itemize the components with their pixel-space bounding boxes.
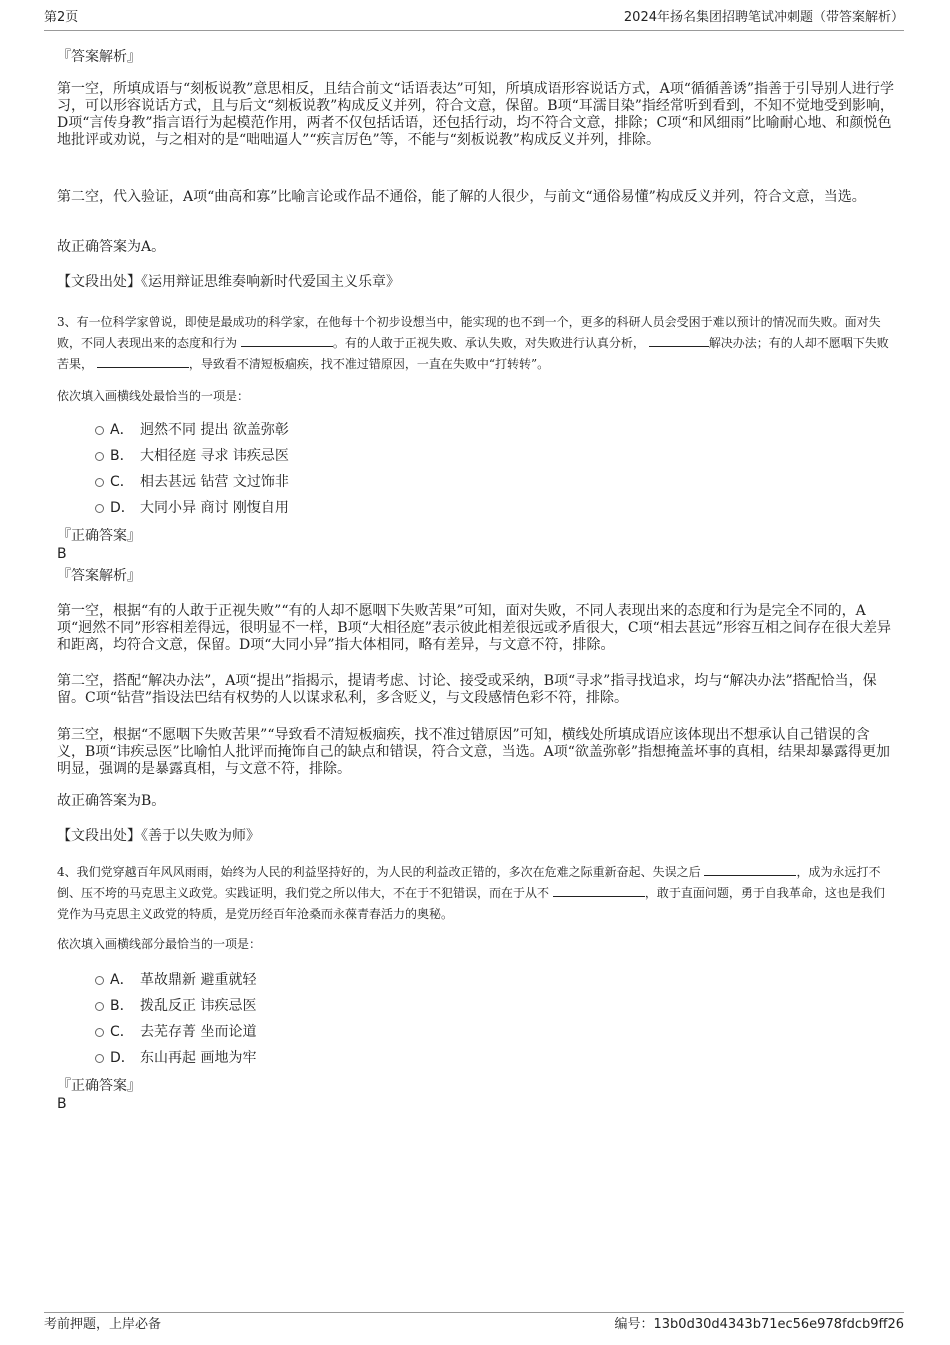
q2-analysis-label: 『答案解析』 bbox=[57, 49, 141, 65]
page-footer bbox=[44, 1312, 904, 1337]
q4-stem-part3: ，敢于直面问题，勇于自我革命，这也是我们党作为马克思主义政党的特质，是党历经百年沧桑而永葆青春活力的奥秘。 bbox=[57, 886, 885, 921]
option-text: 去芜存菁 坐而论道 bbox=[140, 1024, 257, 1040]
radio-icon[interactable] bbox=[95, 1028, 104, 1037]
footer-slogan: 考前押题，上岸必备 bbox=[44, 1317, 162, 1332]
q3-answer-label: 『正确答案』 bbox=[57, 528, 141, 544]
radio-icon[interactable] bbox=[95, 452, 104, 461]
q2-analysis-para2: 第二空，代入验证，A项“曲高和寡”比喻言论或作品不通俗，能了解的人很少，与前文“通俗易懂”构成反义并列，符合文意，当选。 bbox=[57, 189, 866, 205]
option-text: 相去甚远 钻营 文过饰非 bbox=[140, 474, 289, 490]
q3-source-label: 【文段出处】 bbox=[57, 828, 141, 844]
page-header bbox=[44, 8, 904, 31]
q3-option-d[interactable] bbox=[95, 500, 289, 520]
option-text: 拨乱反正 讳疾忌医 bbox=[140, 998, 257, 1014]
radio-icon[interactable] bbox=[95, 1054, 104, 1063]
q3-analysis-para2: 第二空，搭配“解决办法”，A项“提出”指揭示，提请考虑、讨论、接受或采纳，B项“寻求”指寻找追求，均与“解决办法”搭配恰当，保留。C项“钻营”指设法巴结有权势的人以谋求私利，多含贬义，与文段感情色彩不符，排除。 bbox=[57, 673, 877, 706]
q3-prompt: 依次填入画横线处最恰当的一项是： bbox=[57, 389, 250, 403]
option-label: D． bbox=[110, 500, 135, 516]
q4-stem bbox=[57, 862, 895, 925]
q3-source-title: 《善于以失败为师》 bbox=[141, 828, 260, 844]
radio-icon[interactable] bbox=[95, 426, 104, 435]
q3-stem-part3: 解决办法；有的人却不愿咽下失败苦果， bbox=[57, 336, 889, 371]
q3-blank-2 bbox=[649, 334, 709, 347]
q3-stem-part1: 3、有一位科学家曾说，即使是最成功的科学家，在他每十个初步设想当中，能实现的也不到一个，更多的科研人员会受困于难以预计的情况而失败。面对失败，不同人表现出来的态度和行为 bbox=[57, 315, 881, 350]
option-label: A． bbox=[110, 972, 134, 988]
q3-option-a[interactable] bbox=[95, 422, 289, 442]
q3-option-b[interactable] bbox=[95, 448, 289, 468]
q2-source-title: 《运用辩证思维奏响新时代爱国主义乐章》 bbox=[141, 274, 400, 290]
option-label: C． bbox=[110, 1024, 134, 1040]
q4-stem-part2: ，成为永远打不倒、压不垮的马克思主义政党。实践证明，我们党之所以伟大，不在于不犯错误，而在于从不 bbox=[57, 865, 881, 900]
q2-conclusion: 故正确答案为A。 bbox=[57, 239, 166, 255]
q4-answer-label: 『正确答案』 bbox=[57, 1078, 141, 1094]
q4-option-a[interactable] bbox=[95, 972, 256, 992]
q2-analysis-para1: 第一空，所填成语与“刻板说教”意思相反，且结合前文“话语表达”可知，所填成语形容说话方式，A项“循循善诱”指善于引导别人进行学习，可以形容说话方式，且与后文“刻板说教”构成反义并列，符合文意，保留。B项“耳濡目染”指经常听到看到，不知不觉地受到影响，D项“言传身教”指言语行为起模范作用，两者不仅包括话语，还包括行动，均不符合文意，排除；C项“和风细雨”比喻耐心地、和颜悦色地批评或劝说，与之相对的是“咄咄逼人”“疾言厉色”等，不能与“刻板说教”构成反义并列，排除。 bbox=[57, 81, 895, 148]
q3-answer: B bbox=[57, 546, 67, 562]
q3-option-c[interactable] bbox=[95, 474, 289, 494]
q3-analysis-para3: 第三空，根据“不愿咽下失败苦果”“导致看不清短板痼疾，找不准过错原因”可知，横线处所填成语应该体现出不想承认自己错误的含义，B项“讳疾忌医”比喻怕人批评而掩饰自己的缺点和错误，符合文意，当选。A项“欲盖弥彰”指想掩盖坏事的真相，结果却暴露得更加明显，强调的是暴露真相，与文意不符，排除。 bbox=[57, 727, 891, 777]
q3-stem-part4: ，导致看不清短板痼疾，找不准过错原因，一直在失败中“打转转”。 bbox=[188, 357, 550, 371]
q3-stem-part2: 。有的人敢于正视失败、承认失败，对失败进行认真分析， bbox=[332, 336, 645, 350]
option-text: 革故鼎新 避重就轻 bbox=[140, 972, 257, 988]
q4-option-b[interactable] bbox=[95, 998, 256, 1018]
option-text: 大同小异 商讨 刚愎自用 bbox=[140, 500, 289, 516]
q3-blank-3 bbox=[97, 355, 189, 368]
radio-icon[interactable] bbox=[95, 504, 104, 513]
option-text: 迥然不同 提出 欲盖弥彰 bbox=[140, 422, 289, 438]
option-label: C． bbox=[110, 474, 134, 490]
q4-option-c[interactable] bbox=[95, 1024, 256, 1044]
q2-source-label: 【文段出处】 bbox=[57, 274, 141, 290]
q3-blank-1 bbox=[241, 334, 333, 347]
radio-icon[interactable] bbox=[95, 478, 104, 487]
q4-prompt: 依次填入画横线部分最恰当的一项是： bbox=[57, 937, 262, 951]
q4-blank-1 bbox=[704, 863, 796, 876]
q4-answer: B bbox=[57, 1096, 67, 1112]
option-label: B． bbox=[110, 448, 134, 464]
q3-analysis-label: 『答案解析』 bbox=[57, 568, 141, 584]
q4-blank-2 bbox=[553, 884, 645, 897]
option-label: B． bbox=[110, 998, 134, 1014]
option-text: 东山再起 画地为牢 bbox=[140, 1050, 257, 1066]
q3-analysis-para1: 第一空，根据“有的人敢于正视失败”“有的人却不愿咽下失败苦果”可知，面对失败，不同人表现出来的态度和行为是完全不同的，A项“迥然不同”形容相差得远，很明显不一样，B项“大相径庭”表示彼此相差很远或矛盾很大，C项“相去甚远”形容互相之间存在很大差异和距离，均符合文意，保留。D项“大同小异”指大体相同，略有差异，与文意不符，排除。 bbox=[57, 603, 891, 653]
q4-option-d[interactable] bbox=[95, 1050, 256, 1070]
document-id: 编号：13b0d30d4343b71ec56e978fdcb9ff26 bbox=[614, 1317, 904, 1332]
q2-source bbox=[57, 274, 895, 291]
option-label: D． bbox=[110, 1050, 135, 1066]
q4-stem-part1: 4、我们党穿越百年风风雨雨，始终为人民的利益坚持好的，为人民的利益改正错的，多次在危难之际重新奋起、失误之后 bbox=[57, 865, 701, 879]
q3-stem bbox=[57, 312, 895, 375]
option-label: A． bbox=[110, 422, 134, 438]
q3-conclusion: 故正确答案为B。 bbox=[57, 793, 166, 809]
q3-source bbox=[57, 828, 895, 845]
radio-icon[interactable] bbox=[95, 1002, 104, 1011]
option-text: 大相径庭 寻求 讳疾忌医 bbox=[140, 448, 289, 464]
radio-icon[interactable] bbox=[95, 976, 104, 985]
document-title: 2024年扬名集团招聘笔试冲刺题（带答案解析） bbox=[623, 10, 904, 25]
page-number: 第2页 bbox=[44, 10, 79, 25]
